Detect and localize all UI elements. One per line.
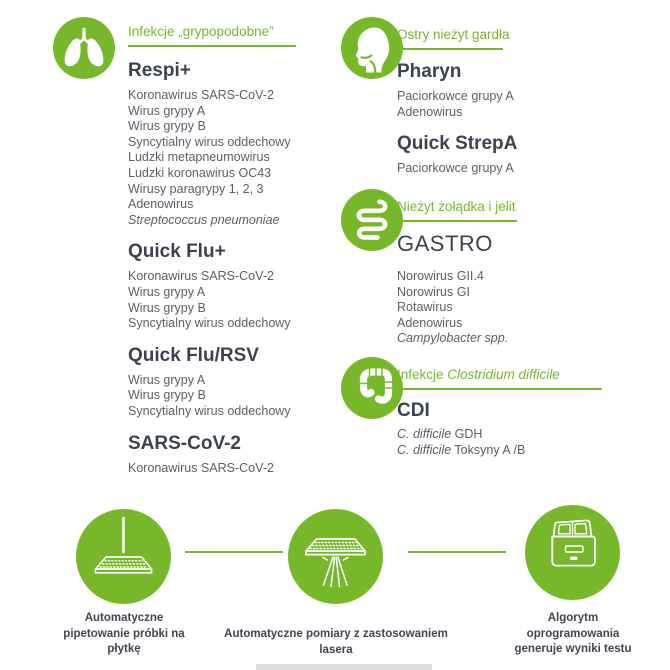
panel-quick-strepa [397, 133, 647, 177]
pathogen-item: Syncytialny wirus oddechowy [128, 316, 291, 331]
caption-line: Automatyczne [84, 612, 164, 624]
pathogen-item: Wirus grypy A [128, 103, 206, 118]
pathogen-item: Norowirus GI [397, 284, 470, 299]
laser-icon [288, 509, 383, 604]
colon-icon [340, 356, 404, 420]
section-title-cdi [397, 366, 657, 383]
pathogen-item: Adenowirus [397, 104, 463, 119]
pathogen-item: Koronawirus SARS-CoV-2 [128, 269, 274, 284]
panel-name: GASTRO [397, 231, 493, 256]
pathogen-item: Paciorkowce grupy A [397, 89, 514, 103]
caption-line: płytkę [107, 643, 141, 655]
section-title-flu: Infekcje „grypopodobne” [128, 24, 274, 39]
caption-line: oprogramowania [526, 627, 620, 640]
pathogen-item [397, 427, 657, 443]
panel-gastro [397, 231, 647, 347]
pathogen-item: Wirus grypy B [128, 300, 206, 315]
panel-name: Quick StrepA [397, 133, 518, 155]
section-title-gastro: Nieżyt żołądka i jelit [397, 199, 516, 214]
section-title-italic: Clostridium difficile [447, 367, 560, 382]
panel-name: Quick Flu/RSV [128, 344, 259, 366]
section-underline [128, 45, 296, 47]
pathogen-item: Syncytialny wirus oddechowy [128, 134, 291, 149]
intestines-icon [340, 188, 404, 252]
pathogen-item: Koronawirus SARS-CoV-2 [128, 460, 274, 475]
workflow-connector [185, 551, 283, 553]
lungs-icon [52, 16, 116, 80]
throat-icon [340, 16, 404, 80]
pathogen-item [397, 443, 657, 459]
pathogen-regular-part: Toksyny A /B [451, 442, 526, 457]
pathogen-regular-part: GDH [451, 427, 483, 441]
caption-line: pipetowanie próbki na [63, 627, 185, 640]
pathogen-item: Wirus grypy A [128, 372, 206, 387]
pathogen-italic-part: C. difficile [397, 427, 452, 441]
panel-name: CDI [397, 400, 430, 421]
section-cdi [397, 366, 657, 458]
pathogen-item: Ludzki metapneumowirus [128, 150, 270, 165]
section-throat [397, 26, 647, 177]
pathogen-item: Wirus grypy B [128, 119, 206, 134]
section-title-throat: Ostry nieżyt gardła [397, 27, 510, 42]
pathogen-item: Ludzki koronawirus OC43 [128, 165, 272, 180]
footer-bar-fragment [256, 664, 432, 670]
caption-line: lasera [319, 643, 353, 656]
caption-line: Automatyczne pomiary z zastosowaniem [224, 628, 448, 640]
pathogen-item: Wirus grypy A [128, 284, 206, 299]
pathogen-item: Adenowirus [128, 197, 194, 212]
workflow-caption-algorithm [493, 611, 653, 658]
workflow-caption-laser [206, 627, 466, 658]
pathogen-italic-part: C. difficile [397, 442, 452, 457]
pathogen-item: Syncytialny wirus oddechowy [128, 403, 291, 418]
section-title-prefix: Infekcje [397, 367, 448, 382]
pathogen-item: Rotawirus [397, 300, 453, 315]
workflow-caption-pipetting [43, 611, 205, 658]
pathogen-item: Adenowirus [397, 315, 463, 330]
pathogen-item: Paciorkowce grupy A [397, 161, 514, 176]
section-underline [397, 388, 602, 390]
pipetting-icon [76, 509, 171, 604]
pathogen-item: Wirusy paragrypy 1, 2, 3 [128, 181, 264, 196]
section-underline [397, 48, 503, 50]
panel-quick-flu-plus [128, 241, 383, 331]
caption-line: generuje wyniki testu [514, 643, 632, 655]
panel-name: Respi+ [128, 60, 191, 81]
pathogen-item: Wirus grypy B [128, 388, 206, 403]
panel-name: Pharyn [397, 61, 462, 82]
pathogen-item: Koronawirus SARS-CoV-2 [128, 88, 274, 102]
panel-pharyn [397, 61, 647, 120]
panel-name: SARS-CoV-2 [128, 432, 241, 454]
pathogen-item: Norowirus GII.4 [397, 269, 484, 283]
panel-name: Quick Flu+ [128, 241, 226, 263]
panel-cdi [397, 400, 657, 458]
workflow-connector [408, 551, 506, 553]
section-underline [397, 220, 517, 222]
section-gastro [397, 198, 647, 347]
pathogen-item: Streptococcus pneumoniae [128, 212, 280, 227]
pathogen-item: Campylobacter spp. [397, 331, 509, 346]
panel-sars-cov-2 [128, 433, 383, 477]
caption-line: Algorytm [547, 612, 599, 624]
analyzer-icon [525, 505, 620, 600]
